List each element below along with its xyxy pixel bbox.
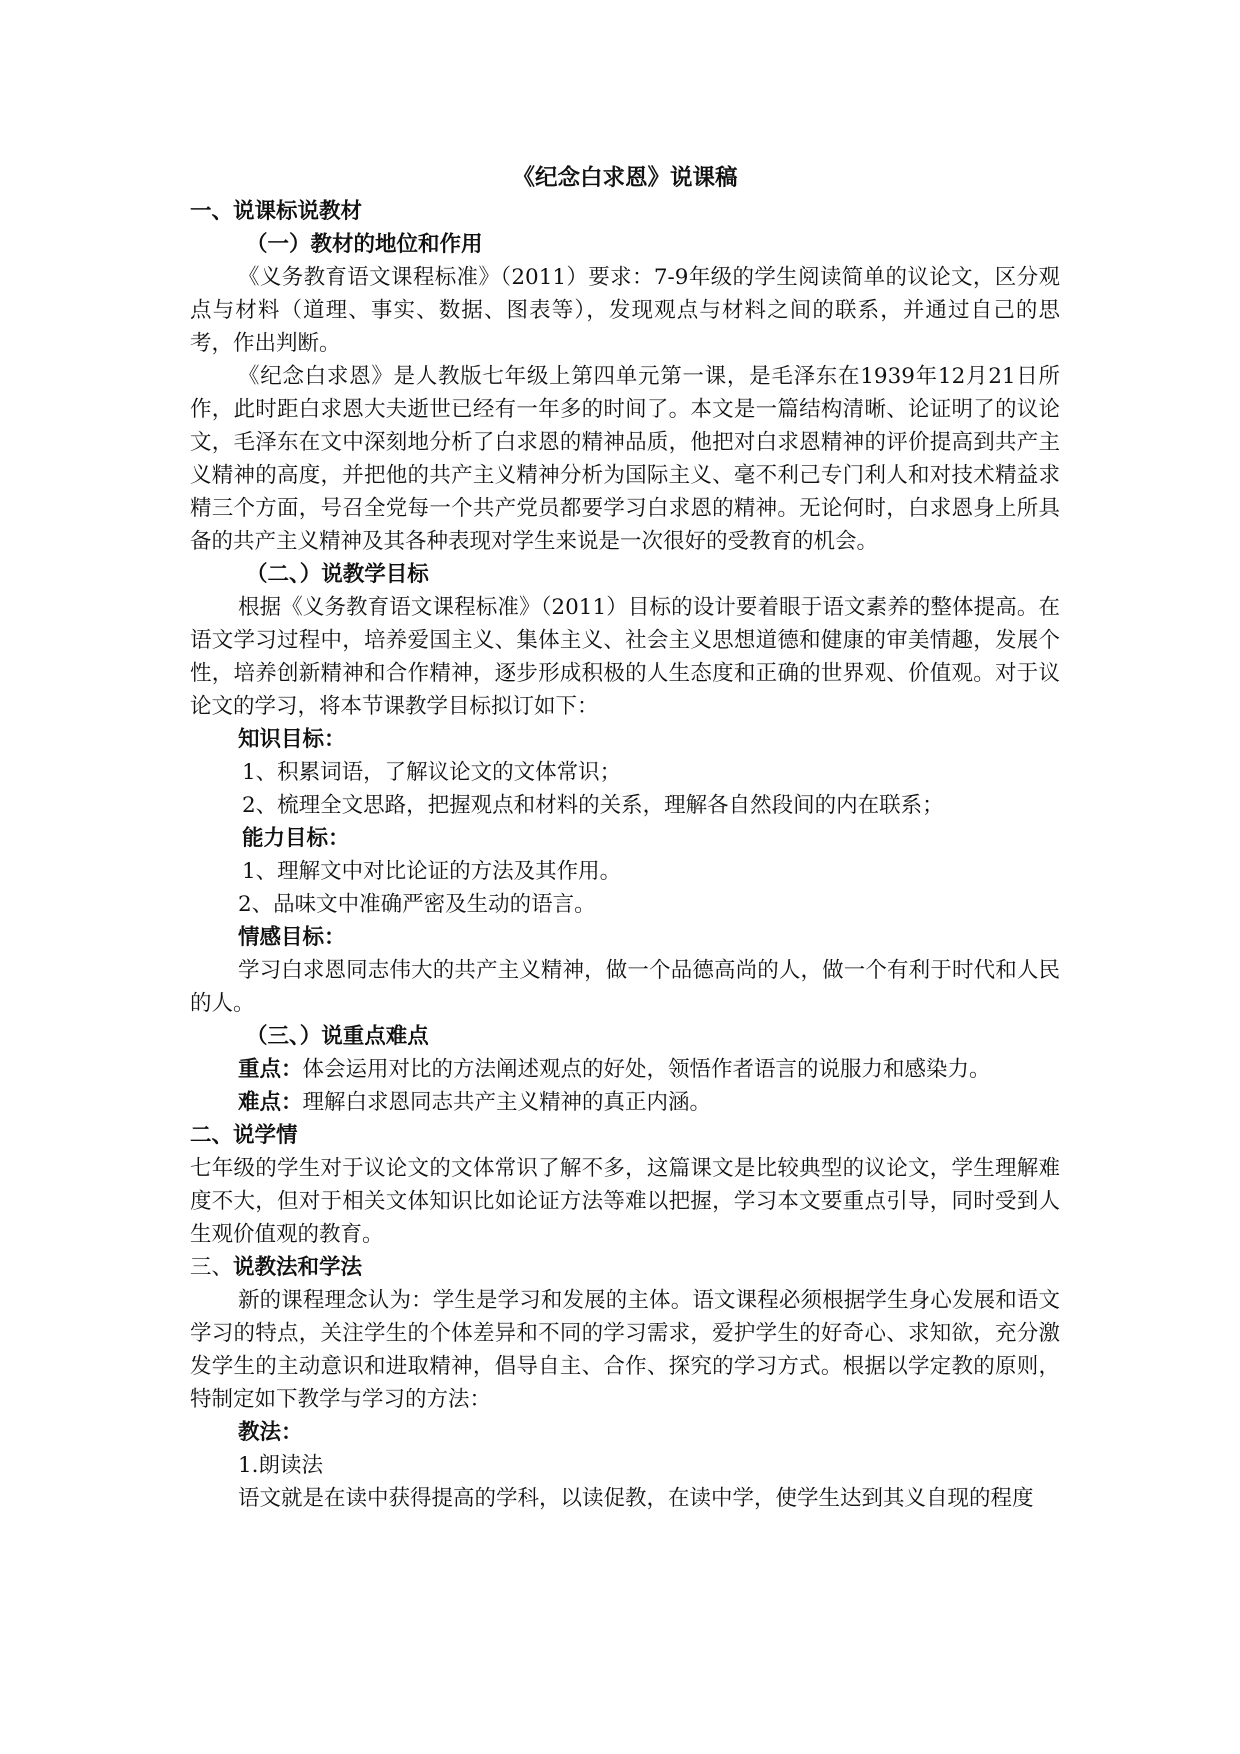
key-point-label: 重点：: [238, 1057, 303, 1082]
section-3-heading: [190, 1251, 1060, 1284]
paragraph: 根据《义务教育语文课程标准》（2011）目标的设计要着眼于语文素养的整体提高。在语文学习过程中，培养爱国主义、集体主义、社会主义思想道德和健康的审美情趣，发展个性，培养创新精神和合作精神，逐步形成积极的人生态度和正确的世界观、价值观。对于议论文的学习，将本节课教学目标拟订如下：: [190, 595, 1060, 719]
knowledge-goals-label: 知识目标：: [238, 727, 346, 752]
list-item: 1、积累词语，了解议论文的文体常识；: [242, 760, 622, 785]
difficulty-label: 难点：: [238, 1090, 303, 1115]
paragraph: 《义务教育语文课程标准》（2011）要求：7-9年级的学生阅读简单的议论文，区分观点与材料（道理、事实、数据、图表等），发现观点与材料之间的联系，并通过自己的思考，作出判断。: [190, 265, 1060, 356]
difficulty-paragraph: [190, 1086, 1060, 1119]
subsection-2-heading: （二、）说教学目标: [246, 562, 429, 587]
doc-title: 《纪念白求恩》说课稿: [512, 165, 738, 191]
key-point-paragraph: [190, 1053, 1060, 1086]
ability-goals-label: 能力目标：: [242, 826, 350, 851]
paragraph: 七年级的学生对于议论文的文体常识了解不多，这篇课文是比较典型的议论文，学生理解难度不大，但对于相关文体知识比如论证方法等难以把握，学习本文要重点引导，同时受到人生观价值观的教育。: [190, 1156, 1060, 1247]
subsection-3-heading: （三、）说重点难点: [246, 1024, 429, 1049]
list-item: 2、品味文中准确严密及生动的语言。: [238, 892, 596, 917]
list-item: 1.朗读法: [238, 1453, 324, 1478]
list-item: 2、梳理全文思路，把握观点和材料的关系，理解各自然段间的内在联系；: [242, 793, 944, 818]
emotion-goals-label: 情感目标：: [238, 925, 346, 950]
section-3-title: 说教法和学法: [233, 1255, 363, 1280]
paragraph: 《纪念白求恩》是人教版七年级上第四单元第一课，是毛泽东在1939年12月21日所作，此时距白求恩大夫逝世已经有一年多的时间了。本文是一篇结构清晰、论证明了的议论文，毛泽东在文中深刻地分析了白求恩的精神品质，他把对白求恩精神的评价提高到共产主义精神的高度，并把他的共产主义精神分析为国际主义、毫不利己专门利人和对技术精益求精三个方面，号召全党每一个共产党员都要学习白求恩的精神。无论何时，白求恩身上所具备的共产主义精神及其各种表现对学生来说是一次很好的受教育的机会。: [190, 364, 1060, 554]
paragraph: 语文就是在读中获得提高的学科，以读促教，在读中学，使学生达到其义自现的程度: [238, 1486, 1034, 1511]
paragraph: 新的课程理念认为：学生是学习和发展的主体。语文课程必须根据学生身心发展和语文学习的特点，关注学生的个体差异和不同的学习需求，爱护学生的好奇心、求知欲，充分激发学生的主动意识和进取精神，倡导自主、合作、探究的学习方式。根据以学定教的原则，特制定如下教学与学习的方法：: [190, 1288, 1060, 1412]
teaching-method-label: 教法：: [238, 1420, 303, 1445]
section-3-prefix: 三、: [190, 1255, 234, 1280]
difficulty-text: 理解白求恩同志共产主义精神的真正内涵。: [302, 1090, 712, 1115]
section-1-heading: 一、说课标说教材: [190, 199, 363, 224]
subsection-1-heading: （一）教材的地位和作用: [246, 232, 483, 257]
document-page: [190, 162, 1060, 1515]
list-item: 1、理解文中对比论证的方法及其作用。: [242, 859, 622, 884]
key-point-text: 体会运用对比的方法阐述观点的好处，领悟作者语言的说服力和感染力。: [302, 1057, 991, 1082]
section-2-heading: 二、说学情: [190, 1123, 298, 1148]
paragraph: 学习白求恩同志伟大的共产主义精神，做一个品德高尚的人，做一个有利于时代和人民的人。: [190, 958, 1060, 1016]
